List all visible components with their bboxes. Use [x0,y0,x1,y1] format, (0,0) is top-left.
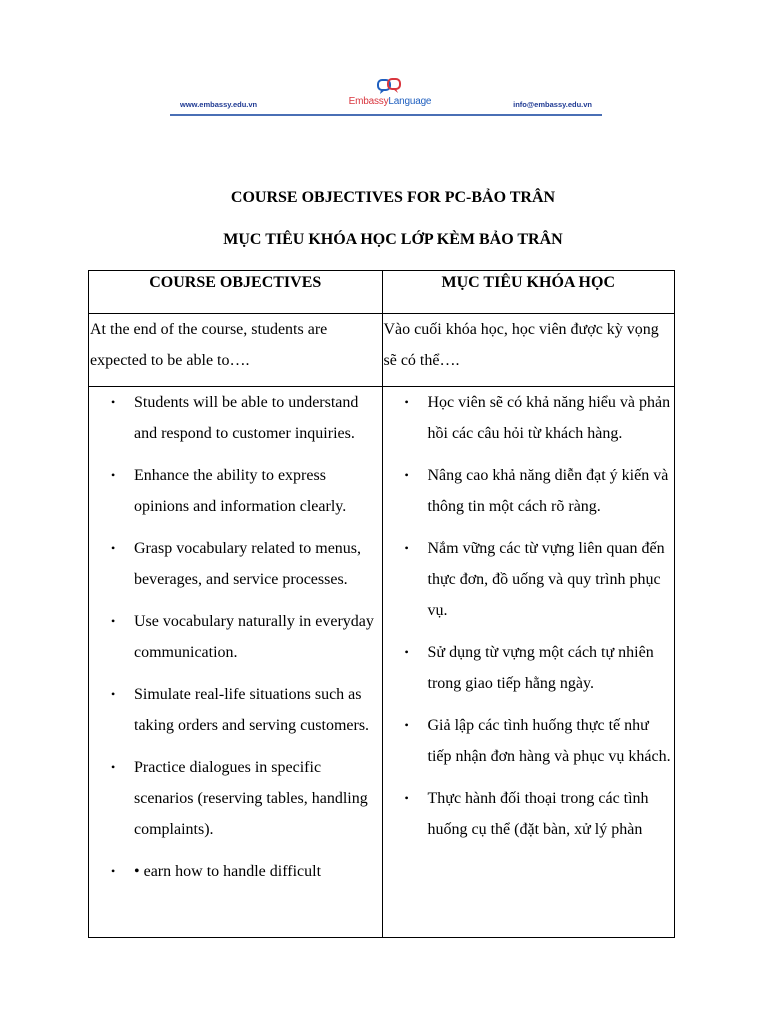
list-item [89,387,382,449]
list-item-text: Students will be able to understand and respond to customer inquiries. [134,394,359,442]
list-item-text: Practice dialogues in specific scenarios (reserving tables, handling complaints). [134,759,368,838]
email-link[interactable]: info@embassy.edu.vn [513,100,592,109]
header-divider [170,114,602,116]
bullet-icon: • [111,687,116,701]
bullet-icon: • [111,760,116,774]
list-item [89,606,382,668]
list-item-text: Grasp vocabulary related to menus, beverages, and service processes. [134,540,362,588]
intro-vi: Vào cuối khóa học, học viên được kỳ vọng sẽ có thể…. [383,321,659,369]
table-header-row [89,271,675,314]
embassy-logo [340,78,440,114]
list-item [89,460,382,522]
bullet-icon: • [404,468,409,482]
objectives-list-vi [383,387,675,845]
table-list-row [89,387,675,938]
list-cell-en [89,387,383,938]
speech-bubbles-icon [376,78,404,96]
list-cell-vi [382,387,675,938]
list-item [383,637,675,699]
table-intro-row [89,314,675,387]
bullet-icon: • [404,791,409,805]
list-item [89,752,382,845]
objectives-table [88,270,675,938]
intro-cell-en [89,314,383,387]
bullet-icon: • [404,645,409,659]
title-vietnamese: MỤC TIÊU KHÓA HỌC LỚP KÈM BẢO TRÂN [223,231,563,248]
list-item [89,856,382,887]
list-item-text: Enhance the ability to express opinions and information clearly. [134,467,347,515]
brand-part2: Language [388,96,432,107]
list-item [89,679,382,741]
header-en: COURSE OBJECTIVES [149,274,322,291]
list-item-text: Nâng cao khả năng diễn đạt ý kiến và thông tin một cách rõ ràng. [427,467,669,515]
list-item-text: Học viên sẽ có khả năng hiểu và phản hồi các câu hỏi từ khách hàng. [427,394,671,442]
list-item-text: Thực hành đối thoại trong các tình huống cụ thể (đặt bàn, xử lý phàn [427,790,649,838]
bullet-icon: • [111,864,116,878]
list-item [89,533,382,595]
bullet-icon: • [111,541,116,555]
title-english: COURSE OBJECTIVES FOR PC-BẢO TRÂN [230,189,556,206]
list-item-text: Nắm vững các từ vựng liên quan đến thực đơn, đồ uống và quy trình phục vụ. [427,540,665,619]
brand-name [340,96,440,107]
list-item [383,783,675,845]
header-cell-vi [382,271,675,314]
bullet-icon: • [404,718,409,732]
header-cell-en [89,271,383,314]
letterhead [170,78,602,118]
header-vi: MỤC TIÊU KHÓA HỌC [441,274,615,291]
intro-en: At the end of the course, students are expected to be able to…. [90,321,328,369]
bullet-icon: • [111,395,116,409]
list-item-text: Use vocabulary naturally in everyday communication. [134,613,374,661]
list-item-text: • earn how to handle difficult [134,863,322,880]
list-item [383,533,675,626]
list-item-text: Giả lập các tình huống thực tế như tiếp nhận đơn hàng và phục vụ khách. [427,717,671,765]
list-item-text: Sử dụng từ vựng một cách tự nhiên trong giao tiếp hằng ngày. [427,644,654,692]
intro-cell-vi [382,314,675,387]
list-item [383,710,675,772]
website-link[interactable]: www.embassy.edu.vn [180,100,258,109]
bullet-icon: • [404,541,409,555]
brand-part1: Embassy [348,96,389,107]
bullet-icon: • [111,468,116,482]
objectives-list-en [89,387,382,887]
list-item-text: Simulate real-life situations such as taking orders and serving customers. [134,686,370,734]
bullet-icon: • [404,395,409,409]
list-item [383,387,675,449]
bullet-icon: • [111,614,116,628]
list-item [383,460,675,522]
